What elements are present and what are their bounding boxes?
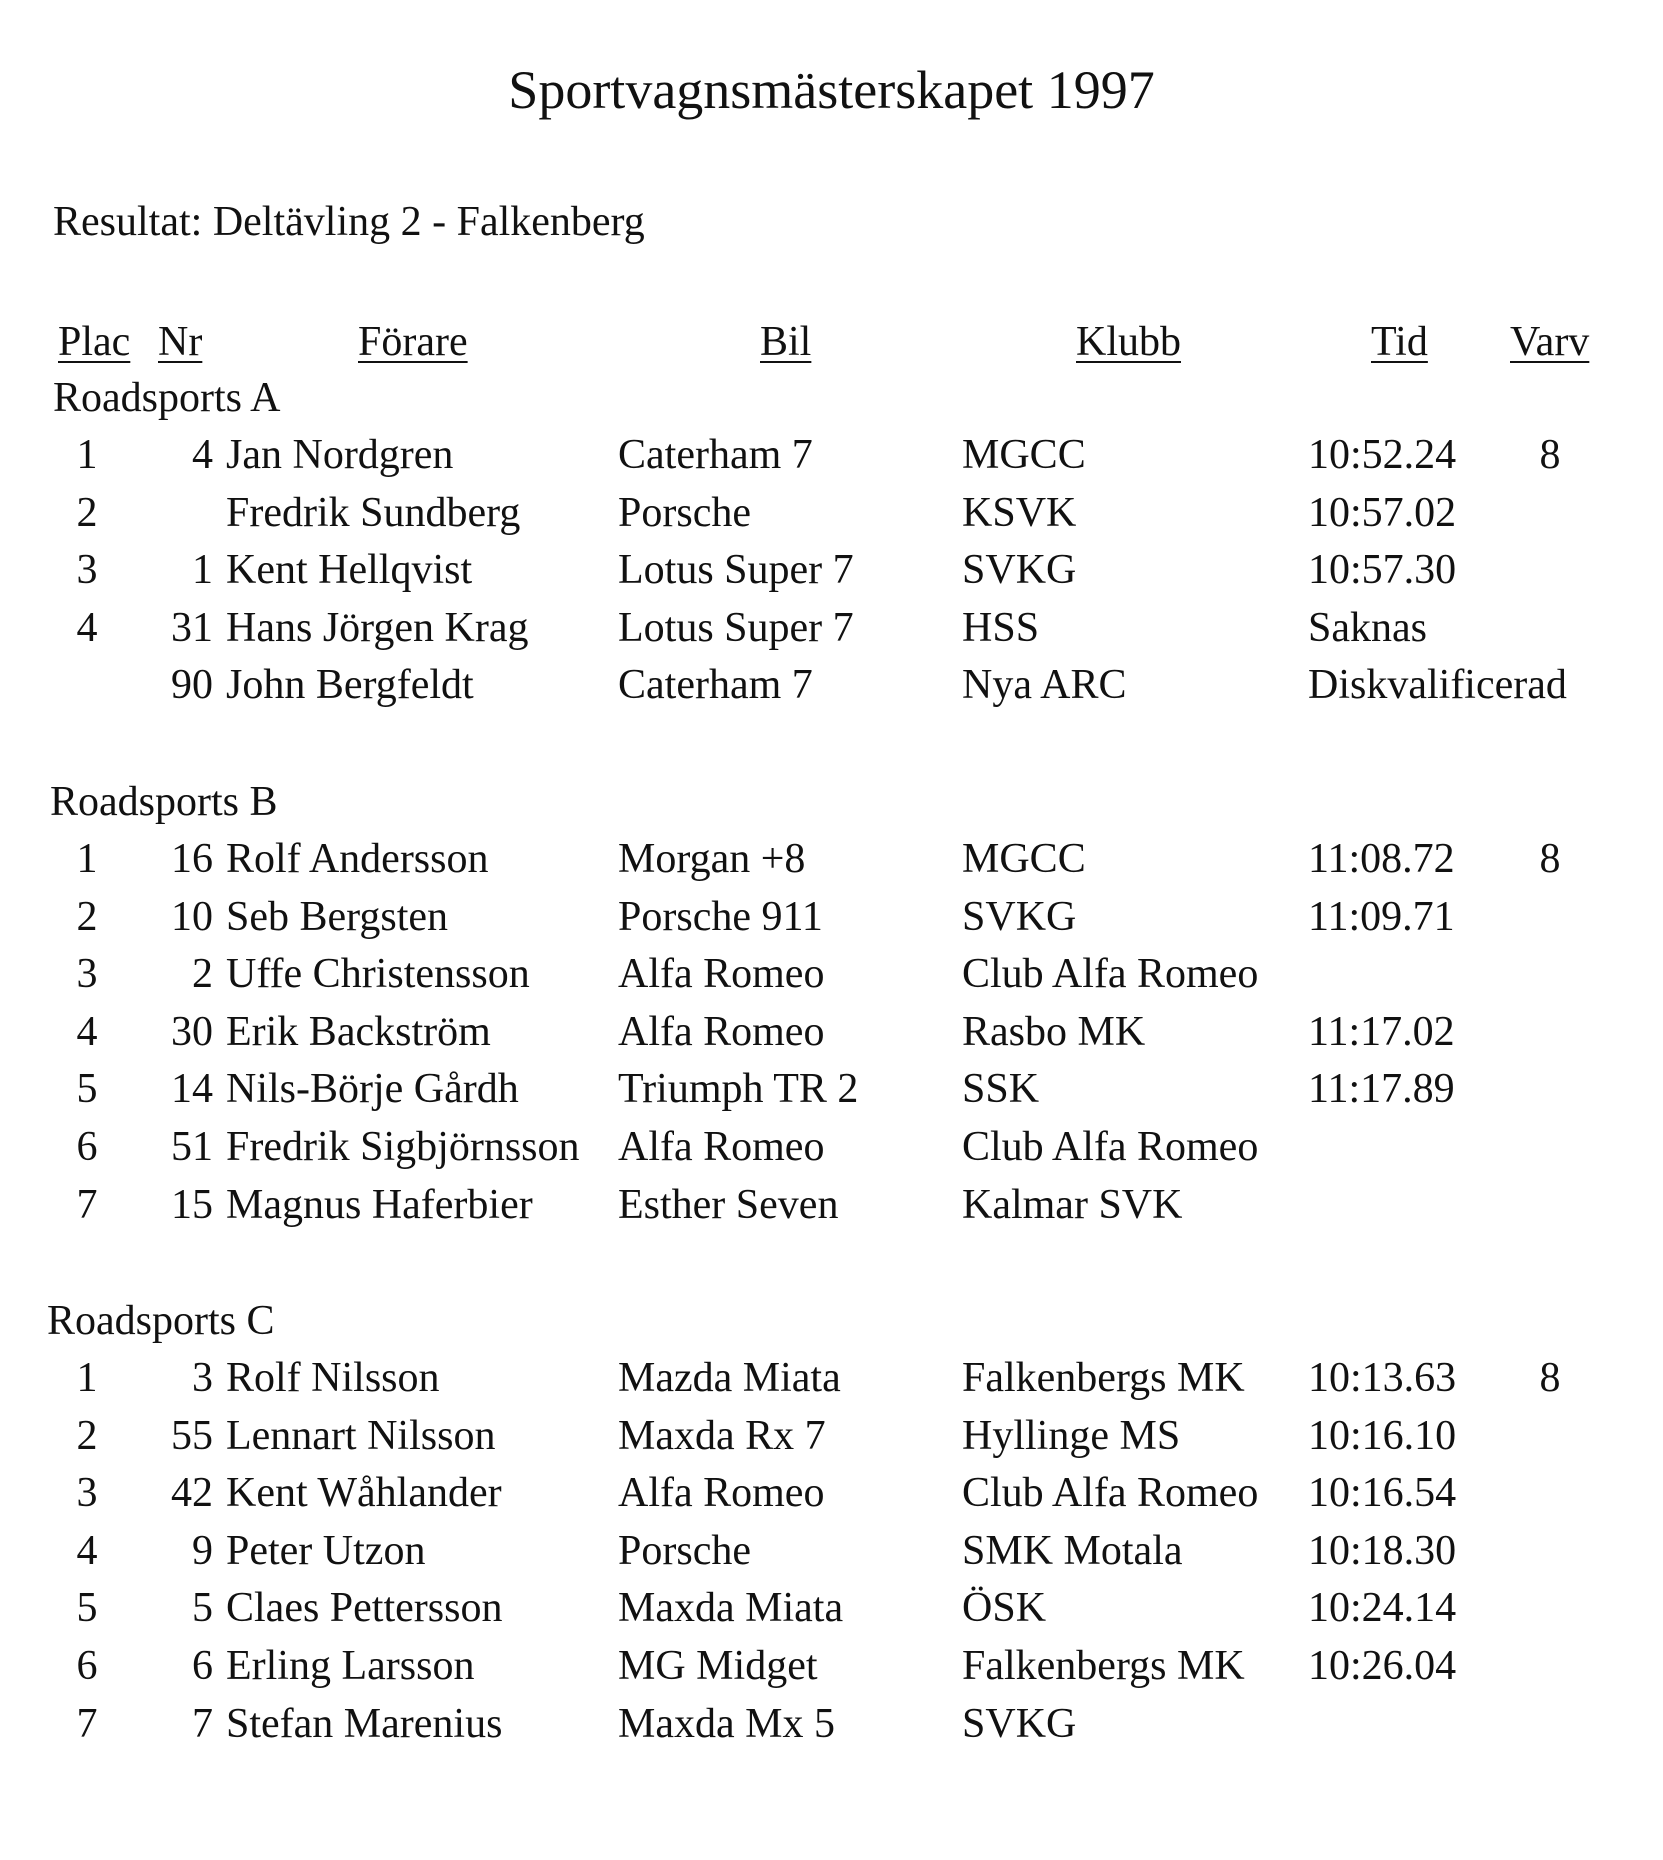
cell-plac: 4 [76,1528,98,1574]
cell-driver: Peter Utzon [226,1528,426,1574]
cell-time: Diskvalificerad [1308,662,1567,708]
cell-driver: Fredrik Sigbjörnsson [226,1124,580,1170]
table-row [0,546,1663,602]
cell-car: Alfa Romeo [618,951,825,997]
cell-nr: 3 [192,1355,213,1401]
section-title: Roadsports C [47,1298,275,1344]
cell-nr: 6 [192,1643,213,1689]
cell-plac: 6 [76,1643,98,1689]
cell-nr: 14 [171,1066,213,1112]
cell-nr: 51 [171,1124,213,1170]
cell-nr: 42 [171,1470,213,1516]
cell-car: Alfa Romeo [618,1124,825,1170]
cell-plac: 3 [76,1470,98,1516]
cell-car: MG Midget [618,1643,818,1689]
column-header-nr: Nr [158,319,203,365]
cell-car: Maxda Miata [618,1585,844,1631]
cell-laps: 8 [1539,432,1561,478]
cell-nr: 4 [192,432,213,478]
cell-nr: 1 [192,547,213,593]
cell-plac: 3 [76,951,98,997]
cell-car: Esther Seven [618,1182,839,1228]
table-row [0,489,1663,545]
cell-club: HSS [962,605,1040,651]
cell-nr: 16 [171,836,213,882]
cell-time: 10:52.24 [1308,432,1457,478]
cell-driver: Kent Wåhlander [226,1470,502,1516]
cell-driver: Lennart Nilsson [226,1413,496,1459]
section-title: Roadsports B [50,779,278,825]
cell-car: Caterham 7 [618,432,813,478]
cell-driver: Kent Hellqvist [226,547,473,593]
page-title: Sportvagnsmästerskapet 1997 [508,60,1155,120]
cell-club: Club Alfa Romeo [962,1470,1259,1516]
cell-time: 10:16.54 [1308,1470,1457,1516]
cell-time: 10:18.30 [1308,1528,1457,1574]
cell-car: Lotus Super 7 [618,547,854,593]
table-row [0,835,1663,891]
cell-plac: 7 [76,1701,98,1747]
cell-plac: 4 [76,605,98,651]
cell-laps: 8 [1539,836,1561,882]
cell-club: Kalmar SVK [962,1182,1183,1228]
cell-club: SSK [962,1066,1040,1112]
cell-plac: 2 [76,490,98,536]
cell-time: 10:13.63 [1308,1355,1457,1401]
cell-car: Alfa Romeo [618,1009,825,1055]
cell-driver: Claes Pettersson [226,1585,503,1631]
table-row [0,1700,1663,1756]
table-row [0,1354,1663,1410]
cell-nr: 31 [171,605,213,651]
cell-club: MGCC [962,836,1086,882]
cell-driver: Fredrik Sundberg [226,490,521,536]
column-header-plac: Plac [58,319,131,365]
cell-time: 11:08.72 [1308,836,1455,882]
cell-plac: 6 [76,1124,98,1170]
cell-plac: 7 [76,1182,98,1228]
cell-club: SMK Motala [962,1528,1183,1574]
cell-club: MGCC [962,432,1086,478]
table-row [0,661,1663,717]
cell-nr: 90 [171,662,213,708]
cell-club: SVKG [962,547,1077,593]
cell-driver: Magnus Haferbier [226,1182,533,1228]
cell-driver: Rolf Nilsson [226,1355,440,1401]
cell-club: Falkenbergs MK [962,1355,1245,1401]
cell-car: Porsche [618,490,751,536]
cell-club: SVKG [962,1701,1077,1747]
cell-driver: Rolf Andersson [226,836,489,882]
cell-time: 10:26.04 [1308,1643,1457,1689]
table-row [0,1527,1663,1583]
cell-plac: 1 [76,1355,98,1401]
cell-car: Maxda Mx 5 [618,1701,835,1747]
cell-time: 11:09.71 [1308,894,1455,940]
cell-club: ÖSK [962,1585,1047,1631]
cell-time: 11:17.02 [1308,1009,1455,1055]
cell-car: Caterham 7 [618,662,813,708]
cell-club: Rasbo MK [962,1009,1146,1055]
cell-driver: Erik Backström [226,1009,491,1055]
column-header-club: Klubb [1076,319,1181,365]
table-row [0,1008,1663,1064]
table-row [0,1181,1663,1237]
cell-car: Porsche 911 [618,894,823,940]
cell-car: Mazda Miata [618,1355,841,1401]
table-row [0,893,1663,949]
cell-driver: John Bergfeldt [226,662,474,708]
cell-driver: Nils-Börje Gårdh [226,1066,519,1112]
cell-nr: 2 [192,951,213,997]
cell-time: 10:57.02 [1308,490,1457,536]
section-title: Roadsports A [53,375,281,421]
cell-plac: 3 [76,547,98,593]
column-header-row [0,318,1663,370]
cell-car: Triumph TR 2 [618,1066,859,1112]
cell-time: Saknas [1308,605,1427,651]
cell-driver: Uffe Christensson [226,951,530,997]
cell-driver: Jan Nordgren [226,432,454,478]
table-row [0,1642,1663,1698]
cell-laps: 8 [1539,1355,1561,1401]
cell-time: 10:24.14 [1308,1585,1457,1631]
table-row [0,431,1663,487]
cell-plac: 2 [76,1413,98,1459]
cell-driver: Stefan Marenius [226,1701,503,1747]
cell-nr: 15 [171,1182,213,1228]
cell-nr: 10 [171,894,213,940]
column-header-driver: Förare [358,319,468,365]
cell-nr: 55 [171,1413,213,1459]
table-row [0,1065,1663,1121]
cell-driver: Seb Bergsten [226,894,449,940]
cell-time: 10:16.10 [1308,1413,1457,1459]
table-row [0,1584,1663,1640]
cell-club: KSVK [962,490,1077,536]
table-row [0,1412,1663,1468]
column-header-time: Tid [1371,319,1428,365]
cell-plac: 5 [76,1066,98,1112]
cell-car: Alfa Romeo [618,1470,825,1516]
cell-time: 10:57.30 [1308,547,1457,593]
results-subtitle: Resultat: Deltävling 2 - Falkenberg [53,199,645,245]
table-row [0,604,1663,660]
cell-time: 11:17.89 [1308,1066,1455,1112]
cell-plac: 2 [76,894,98,940]
table-row [0,950,1663,1006]
column-header-laps: Varv [1510,319,1590,365]
table-row [0,1123,1663,1179]
cell-plac: 1 [76,432,98,478]
cell-car: Morgan +8 [618,836,806,882]
cell-club: Nya ARC [962,662,1127,708]
cell-car: Porsche [618,1528,751,1574]
cell-club: SVKG [962,894,1077,940]
cell-club: Club Alfa Romeo [962,951,1259,997]
cell-club: Hyllinge MS [962,1413,1181,1459]
cell-nr: 5 [192,1585,213,1631]
cell-club: Club Alfa Romeo [962,1124,1259,1170]
cell-car: Lotus Super 7 [618,605,854,651]
cell-driver: Erling Larsson [226,1643,475,1689]
cell-driver: Hans Jörgen Krag [226,605,529,651]
table-row [0,1469,1663,1525]
cell-nr: 9 [192,1528,213,1574]
cell-plac: 5 [76,1585,98,1631]
column-header-car: Bil [760,319,812,365]
cell-club: Falkenbergs MK [962,1643,1245,1689]
cell-plac: 4 [76,1009,98,1055]
cell-nr: 7 [192,1701,213,1747]
cell-nr: 30 [171,1009,213,1055]
cell-car: Maxda Rx 7 [618,1413,826,1459]
cell-plac: 1 [76,836,98,882]
